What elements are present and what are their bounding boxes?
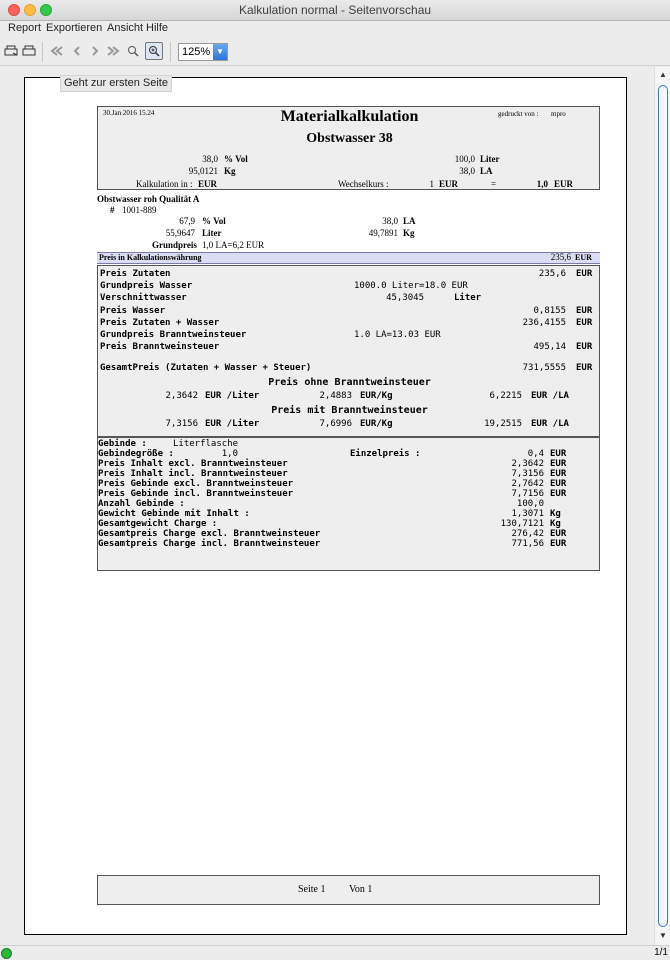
report-header xyxy=(97,106,600,190)
wechselkurs-unit: EUR xyxy=(439,179,459,189)
wechselkurs-value: 1 xyxy=(429,179,434,189)
gebinde-row-label: Preis Inhalt excl. Branntweinsteuer xyxy=(98,459,288,469)
chevron-down-icon[interactable]: ▼ xyxy=(213,44,227,60)
gebinde-row-unit: EUR xyxy=(550,489,567,499)
preis-mit-value: 7,6996 xyxy=(319,419,352,429)
status-bar xyxy=(0,945,670,960)
report-title: Materialkalkulation xyxy=(280,108,419,125)
gebindegroesse-label: Gebindegröße : xyxy=(98,449,174,459)
preis-ohne-unit: EUR /Liter xyxy=(205,391,260,401)
kalk-in-value: EUR xyxy=(198,179,218,189)
gebinde-row-value: 7,7156 xyxy=(511,489,544,499)
header-unit: LA xyxy=(480,166,493,176)
price-summary-box xyxy=(97,265,600,437)
status-indicator-icon xyxy=(1,948,12,959)
ingredient-value: 55,9647 xyxy=(165,228,195,238)
preis-wasser-label: Preis Wasser xyxy=(100,306,166,316)
last-page-icon[interactable] xyxy=(104,42,122,60)
zoom-value: 125% xyxy=(182,46,211,58)
ingredient-unit: LA xyxy=(403,216,416,226)
preis-zutaten-wasser-label: Preis Zutaten + Wasser xyxy=(100,318,220,328)
vertical-scrollbar[interactable] xyxy=(654,67,670,945)
preis-mit-title: Preis mit Branntweinsteuer xyxy=(271,405,428,416)
scrollbar-thumb[interactable] xyxy=(658,85,668,927)
von-label: Von 1 xyxy=(349,884,373,895)
header-unit: Kg xyxy=(224,166,236,176)
gebinde-row-unit: EUR xyxy=(550,529,567,539)
menu-report[interactable]: Report xyxy=(8,22,42,34)
preis-zutaten-unit: EUR xyxy=(576,269,593,279)
wechselkurs-result: 1,0 xyxy=(536,179,548,189)
page-footer xyxy=(97,875,600,905)
ingredient-hash: # xyxy=(110,205,115,215)
ingredient-value: 49,7891 xyxy=(368,228,398,238)
first-page-tooltip: Geht zur ersten Seite xyxy=(60,75,172,92)
gebinde-row-label: Gesamtgewicht Charge : xyxy=(98,519,218,529)
grundpreis-bst-label: Grundpreis Branntweinsteuer xyxy=(100,330,247,340)
gesamtpreis-unit: EUR xyxy=(576,363,593,373)
header-value: 38,0 xyxy=(202,154,218,164)
preis-wasser-value: 0,8155 xyxy=(533,306,566,316)
scroll-down-icon[interactable]: ▼ xyxy=(659,931,667,940)
gebinde-row-unit: Kg xyxy=(550,519,561,529)
zoom-out-icon[interactable] xyxy=(124,42,142,60)
next-page-icon[interactable] xyxy=(86,42,104,60)
einzelpreis-label: Einzelpreis : xyxy=(350,449,421,459)
kalk-bar-value: 235,6 xyxy=(550,252,571,262)
preis-zutaten-wasser-unit: EUR xyxy=(576,318,593,328)
page-count: 1/1 xyxy=(654,947,668,958)
gebinde-row-label: Gewicht Gebinde mit Inhalt : xyxy=(98,509,250,519)
preis-bst-label: Preis Branntweinsteuer xyxy=(100,342,220,352)
gebinde-row-value: 2,3642 xyxy=(511,459,544,469)
header-unit: Liter xyxy=(480,154,500,164)
gebinde-row-value: 1,3071 xyxy=(511,509,544,519)
menu-exportieren[interactable]: Exportieren xyxy=(46,22,103,34)
preis-ohne-unit: EUR/Kg xyxy=(360,391,393,401)
seite-label: Seite 1 xyxy=(298,884,326,895)
report-page xyxy=(24,77,627,935)
printed-by-label: gedruckt von : xyxy=(498,110,539,118)
toolbar xyxy=(0,38,670,66)
preview-viewport xyxy=(0,67,670,945)
gebinde-row-value: 2,7642 xyxy=(511,479,544,489)
menu-bar xyxy=(0,21,670,38)
preis-zutaten-label: Preis Zutaten xyxy=(100,269,171,279)
preis-zutaten-wasser-value: 236,4155 xyxy=(522,318,566,328)
gebinde-row-value: 771,56 xyxy=(511,539,544,549)
kalk-bar-label: Preis in Kalkulationswährung xyxy=(99,253,202,262)
report-subtitle: Obstwasser 38 xyxy=(306,131,393,146)
kalkulationswaehrung-bar xyxy=(97,252,600,264)
gebinde-row-value: 276,42 xyxy=(511,529,544,539)
einzelpreis-value: 0,4 xyxy=(527,449,544,459)
verschnittwasser-label: Verschnittwasser xyxy=(100,293,187,303)
verschnittwasser-value: 45,3045 xyxy=(386,293,424,303)
preis-mit-unit: EUR /LA xyxy=(531,419,569,429)
previous-page-icon[interactable] xyxy=(68,42,86,60)
gebinde-row-label: Gesamtpreis Charge excl. Branntweinsteuer xyxy=(98,529,321,539)
gebinde-row-label: Gesamtpreis Charge incl. Branntweinsteuer xyxy=(98,539,321,549)
grundpreis-wasser-label: Grundpreis Wasser xyxy=(100,281,193,291)
printed-by: mpro xyxy=(551,110,566,118)
gebinde-row-label: Preis Inhalt incl. Branntweinsteuer xyxy=(98,469,288,479)
report-datetime: 30.Jan 2016 15.24 xyxy=(103,109,155,117)
grundpreis-bst-value: 1.0 LA=13.03 EUR xyxy=(354,330,441,340)
ingredient-unit: Liter xyxy=(202,228,222,238)
gebindegroesse-value: 1,0 xyxy=(221,449,238,459)
verschnittwasser-unit: Liter xyxy=(454,293,482,303)
preis-mit-value: 7,3156 xyxy=(165,419,198,429)
ingredient-unit: % Vol xyxy=(202,216,226,226)
gebinde-row-value: 130,7121 xyxy=(500,519,544,529)
gebinde-row-unit: EUR xyxy=(550,479,567,489)
gebinde-row-value: 7,3156 xyxy=(511,469,544,479)
equals-sign: = xyxy=(491,179,497,189)
grundpreis-label: Grundpreis xyxy=(152,240,197,250)
ingredient-name: Obstwasser roh Qualität A xyxy=(97,194,200,204)
gebinde-label: Gebinde : xyxy=(98,439,147,449)
gebinde-row-unit: EUR xyxy=(550,539,567,549)
header-value: 95,0121 xyxy=(188,166,218,176)
preis-wasser-unit: EUR xyxy=(576,306,593,316)
preis-mit-unit: EUR /Liter xyxy=(205,419,260,429)
gebinde-row-label: Preis Gebinde incl. Branntweinsteuer xyxy=(98,489,294,499)
gebinde-row-label: Preis Gebinde excl. Branntweinsteuer xyxy=(98,479,294,489)
preis-mit-unit: EUR/Kg xyxy=(360,419,393,429)
header-value: 100,0 xyxy=(454,154,475,164)
wechselkurs-result-unit: EUR xyxy=(554,179,574,189)
menu-ansicht[interactable]: Ansicht xyxy=(107,22,144,34)
gebinde-row-value: 100,0 xyxy=(516,499,544,509)
kalk-in-label: Kalkulation in : xyxy=(136,179,193,189)
gebinde-row-unit: Kg xyxy=(550,509,561,519)
grundpreis-wasser-value: 1000.0 Liter=18.0 EUR xyxy=(354,281,468,291)
zoom-in-icon[interactable] xyxy=(145,42,163,60)
ingredient-value: 38,0 xyxy=(382,216,398,226)
preis-ohne-value: 6,2215 xyxy=(489,391,522,401)
einzelpreis-unit: EUR xyxy=(550,449,567,459)
preis-zutaten-value: 235,6 xyxy=(538,269,566,279)
window-title: Kalkulation normal - Seitenvorschau xyxy=(238,3,432,17)
preis-mit-value: 19,2515 xyxy=(484,419,522,429)
preis-bst-unit: EUR xyxy=(576,342,593,352)
wechselkurs-label: Wechselkurs : xyxy=(338,179,389,189)
header-value: 38,0 xyxy=(459,166,475,176)
gebinde-row-unit: EUR xyxy=(550,469,567,479)
menu-hilfe[interactable]: Hilfe xyxy=(146,22,169,34)
preis-ohne-title: Preis ohne Branntweinsteuer xyxy=(268,377,431,388)
grundpreis-value: 1,0 LA=6,2 EUR xyxy=(202,240,265,250)
ingredient-unit: Kg xyxy=(403,228,415,238)
gesamtpreis-value: 731,5555 xyxy=(522,363,566,373)
header-unit: % Vol xyxy=(224,154,248,164)
preis-ohne-value: 2,4883 xyxy=(319,391,352,401)
zoom-select[interactable] xyxy=(178,43,228,61)
preis-ohne-unit: EUR /LA xyxy=(531,391,569,401)
scroll-up-icon[interactable]: ▲ xyxy=(659,70,667,79)
gebinde-box xyxy=(97,437,600,571)
gebinde-row-unit: EUR xyxy=(550,459,567,469)
ingredient-value: 67,9 xyxy=(179,216,195,226)
title-bar xyxy=(0,0,670,21)
gebinde-value: Literflasche xyxy=(173,439,239,449)
print-setup-icon[interactable] xyxy=(2,42,20,60)
gesamtpreis-label: GesamtPreis (Zutaten + Wasser + Steuer) xyxy=(100,363,312,373)
print-icon[interactable] xyxy=(20,42,38,60)
preis-ohne-value: 2,3642 xyxy=(165,391,198,401)
preis-bst-value: 495,14 xyxy=(533,342,566,352)
gebinde-row-label: Anzahl Gebinde : xyxy=(98,499,185,509)
kalk-bar-unit: EUR xyxy=(575,253,592,262)
ingredient-number: 1001-889 xyxy=(122,205,157,215)
first-page-icon[interactable] xyxy=(48,42,66,60)
